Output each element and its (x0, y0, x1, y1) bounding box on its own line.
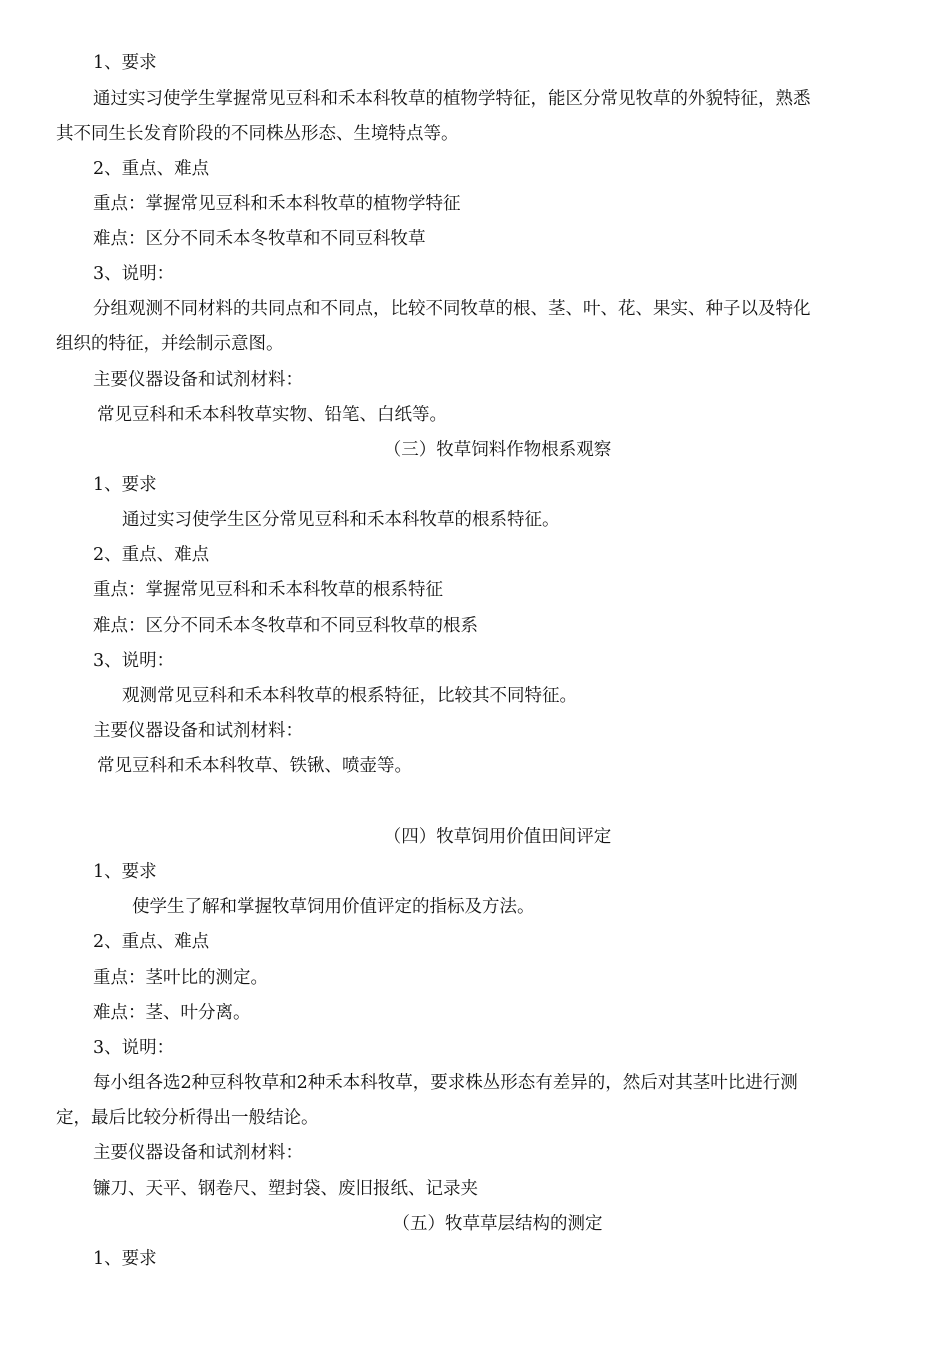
section-5-title: （五）牧草草层结构的测定 (392, 1214, 603, 1234)
note-text-line-1: 每小组各选2种豆科牧草和2种禾本科牧草，要求株丛形态有差异的，然后对其茎叶比进行测 (93, 1073, 798, 1093)
note-text: 观测常见豆科和禾本科牧草的根系特征，比较其不同特征。 (122, 686, 577, 706)
req-text: 通过实习使学生区分常见豆科和禾本科牧草的根系特征。 (122, 510, 560, 530)
note-text-line-2: 定，最后比较分析得出一般结论。 (56, 1108, 319, 1128)
req-text-line-2: 其不同生长发育阶段的不同株丛形态、生境特点等。 (56, 124, 459, 144)
difficult-point: 难点：区分不同禾本冬牧草和不同豆科牧草 (93, 229, 426, 249)
note-heading: 3、说明： (93, 1038, 175, 1058)
materials-heading: 主要仪器设备和试剂材料： (93, 370, 303, 390)
section-4-title: （四）牧草饲用价值田间评定 (383, 827, 612, 847)
materials-heading: 主要仪器设备和试剂材料： (93, 721, 303, 741)
difficult-point: 难点：茎、叶分离。 (93, 1003, 251, 1023)
req-heading: 1、要求 (93, 53, 157, 73)
materials-text: 常见豆科和禾本科牧草、铁锹、喷壶等。 (97, 756, 412, 776)
note-heading: 3、说明： (93, 264, 175, 284)
key-difficult-heading: 2、重点、难点 (93, 545, 210, 565)
key-point: 重点：掌握常见豆科和禾本科牧草的植物学特征 (93, 194, 461, 214)
difficult-point: 难点：区分不同禾本冬牧草和不同豆科牧草的根系 (93, 616, 478, 636)
note-heading: 3、说明： (93, 651, 175, 671)
materials-heading: 主要仪器设备和试剂材料： (93, 1143, 303, 1163)
req-heading: 1、要求 (93, 1249, 157, 1269)
note-text-line-1: 分组观测不同材料的共同点和不同点，比较不同牧草的根、茎、叶、花、果实、种子以及特化 (93, 299, 811, 319)
key-difficult-heading: 2、重点、难点 (93, 159, 210, 179)
req-text-line-1: 通过实习使学生掌握常见豆科和禾本科牧草的植物学特征，能区分常见牧草的外貌特征，熟悉 (93, 89, 811, 109)
key-point: 重点：茎叶比的测定。 (93, 968, 268, 988)
req-text: 使学生了解和掌握牧草饲用价值评定的指标及方法。 (132, 897, 535, 917)
section-3-title: （三）牧草饲料作物根系观察 (383, 440, 612, 460)
req-heading: 1、要求 (93, 475, 157, 495)
note-text-line-2: 组织的特征，并绘制示意图。 (56, 334, 284, 354)
materials-text: 镰刀、天平、钢卷尺、塑封袋、废旧报纸、记录夹 (93, 1179, 478, 1199)
key-point: 重点：掌握常见豆科和禾本科牧草的根系特征 (93, 580, 443, 600)
key-difficult-heading: 2、重点、难点 (93, 932, 210, 952)
req-heading: 1、要求 (93, 862, 157, 882)
materials-text: 常见豆科和禾本科牧草实物、铅笔、白纸等。 (97, 405, 447, 425)
